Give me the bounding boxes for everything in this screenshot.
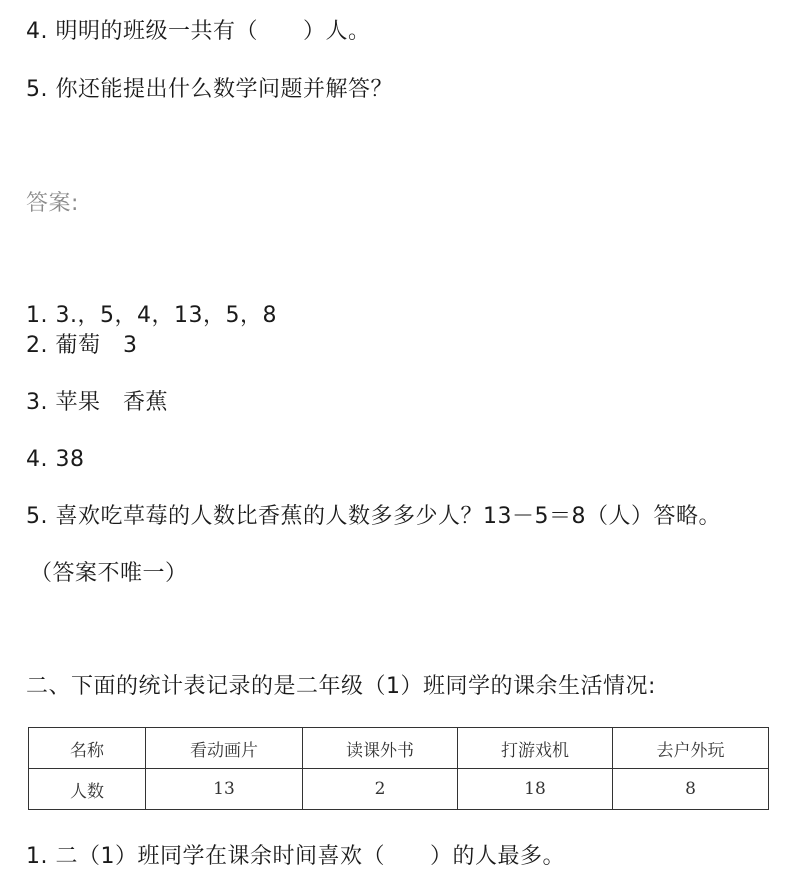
- table-header-row: [29, 728, 769, 769]
- answer-5: 5. 喜欢吃草莓的人数比香蕉的人数多多少人？13－5＝8（人）答略。: [26, 504, 721, 529]
- answer-note: （答案不唯一）: [30, 561, 188, 586]
- answer-3: 3. 苹果 香蕉: [26, 390, 168, 415]
- question-4: 4. 明明的班级一共有（ ）人。: [26, 19, 371, 44]
- table-cell: 13: [146, 769, 303, 810]
- table-cell: 18: [458, 769, 613, 810]
- question-bottom-1: 1. 二（1）班同学在课余时间喜欢（ ）的人最多。: [26, 844, 565, 869]
- question-5: 5. 你还能提出什么数学问题并解答？: [26, 77, 393, 102]
- answer-4: 4. 38: [26, 447, 85, 472]
- table-header-cell: 看动画片: [146, 728, 303, 769]
- table-cell: 人数: [29, 769, 146, 810]
- section-title: 二、下面的统计表记录的是二年级（1）班同学的课余生活情况:: [26, 674, 656, 699]
- table-header-cell: 读课外书: [303, 728, 458, 769]
- answer-heading: 答案:: [26, 191, 79, 216]
- table-header-cell: 打游戏机: [458, 728, 613, 769]
- table-cell: 8: [613, 769, 769, 810]
- table-header-cell: 名称: [29, 728, 146, 769]
- table-row: [29, 769, 769, 810]
- answer-2: 2. 葡萄 3: [26, 333, 138, 358]
- table-cell: 2: [303, 769, 458, 810]
- answer-1: 1. 3.，5，4，13，5，8: [26, 303, 277, 328]
- stats-table: [28, 727, 769, 810]
- table-header-cell: 去户外玩: [613, 728, 769, 769]
